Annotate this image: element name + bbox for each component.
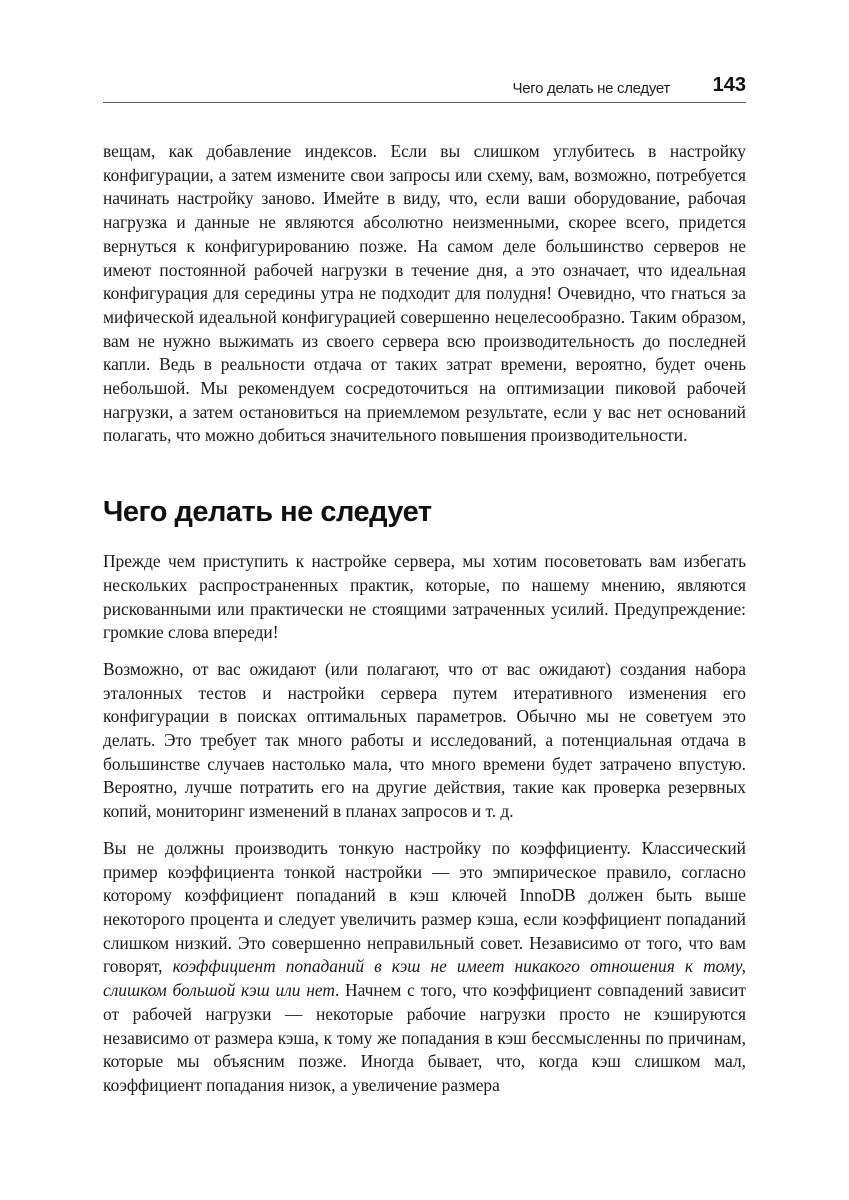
paragraph-text: Вы не должны производить тонкую настройку по коэффициенту. Классический пример коэффициента тонкой настройки — это эмпирическое правило, согласно которому коэффициент попаданий в кэш ключей InnoDB должен быть выше некоторого процента и следует увеличить размер кэша, если коэффициент попаданий слишком низкий. Это совершенно неправильный совет. Независимо от того, что вам говорят, <box>103 837 746 977</box>
paragraph-ratio-tuning <box>103 837 746 1098</box>
paragraph-continuation: вещам, как добавление индексов. Если вы слишком углубитесь в настройку конфигурации, а затем измените свои запросы или схему, вам, возможно, потребуется начинать настройку заново. Имейте в виду, что, если ваши оборудование, рабочая нагрузка и данные не являются абсолютно неизменными, скорее всего, придется вернуться к конфигурированию позже. На самом деле большинство серверов не имеют постоянной рабочей нагрузки в течение дня, а это означает, что идеальная конфигурация для середины утра не подходит для полудня! Очевидно, что гнаться за мифической идеальной конфигурацией совершенно нецелесообразно. Таким образом, вам не нужно выжимать из своего сервера всю производительность до последней капли. Ведь в реальности отдача от таких затрат времени, вероятно, будет очень небольшой. Мы рекомендуем сосредоточиться на оптимизации пиковой рабочей нагрузки, а затем остановиться на приемлемом результате, если у вас нет оснований полагать, что можно добиться значительного повышения производительности. <box>103 141 746 446</box>
page-body <box>103 140 746 1098</box>
running-title: Чего делать не следует <box>512 80 670 97</box>
emphasized-text: коэффициент попаданий в кэш не имеет никакого отношения к тому, слишком большой кэш или нет <box>103 956 746 1001</box>
paragraph-text: . Начнем с того, что коэффициент совпадений зависит от рабочей нагрузки — некоторые рабочие нагрузки просто не кэшируются независимо от размера кэша, к тому же попадания в кэш бессмысленны по причинам, которые мы объясним позже. Иногда бывает, что, когда кэш слишком мал, коэффициент попадания низок, а увеличение размера <box>103 980 747 1095</box>
page-number: 143 <box>712 74 746 96</box>
running-header <box>103 72 746 103</box>
paragraph-intro: Прежде чем приступить к настройке сервера, мы хотим посоветовать вам избегать нескольких распространенных практик, которые, по нашему мнению, являются рискованными или практически не стоящими затраченных усилий. Предупреждение: громкие слова впереди! <box>103 551 746 643</box>
section-heading: Чего делать не следует <box>103 496 432 529</box>
paragraph-benchmarks: Возможно, от вас ожидают (или полагают, что от вас ожидают) создания набора эталонных тестов и настройки сервера путем итеративного изменения его конфигурации в поисках оптимальных параметров. Обычно мы не советуем это делать. Это требует так много работы и исследований, а потенциальная отдача в большинстве случаев настолько мала, что много времени будет затрачено впустую. Вероятно, лучше потратить его на другие действия, такие как проверка резервных копий, мониторинг изменений в планах запросов и т. д. <box>103 658 746 822</box>
